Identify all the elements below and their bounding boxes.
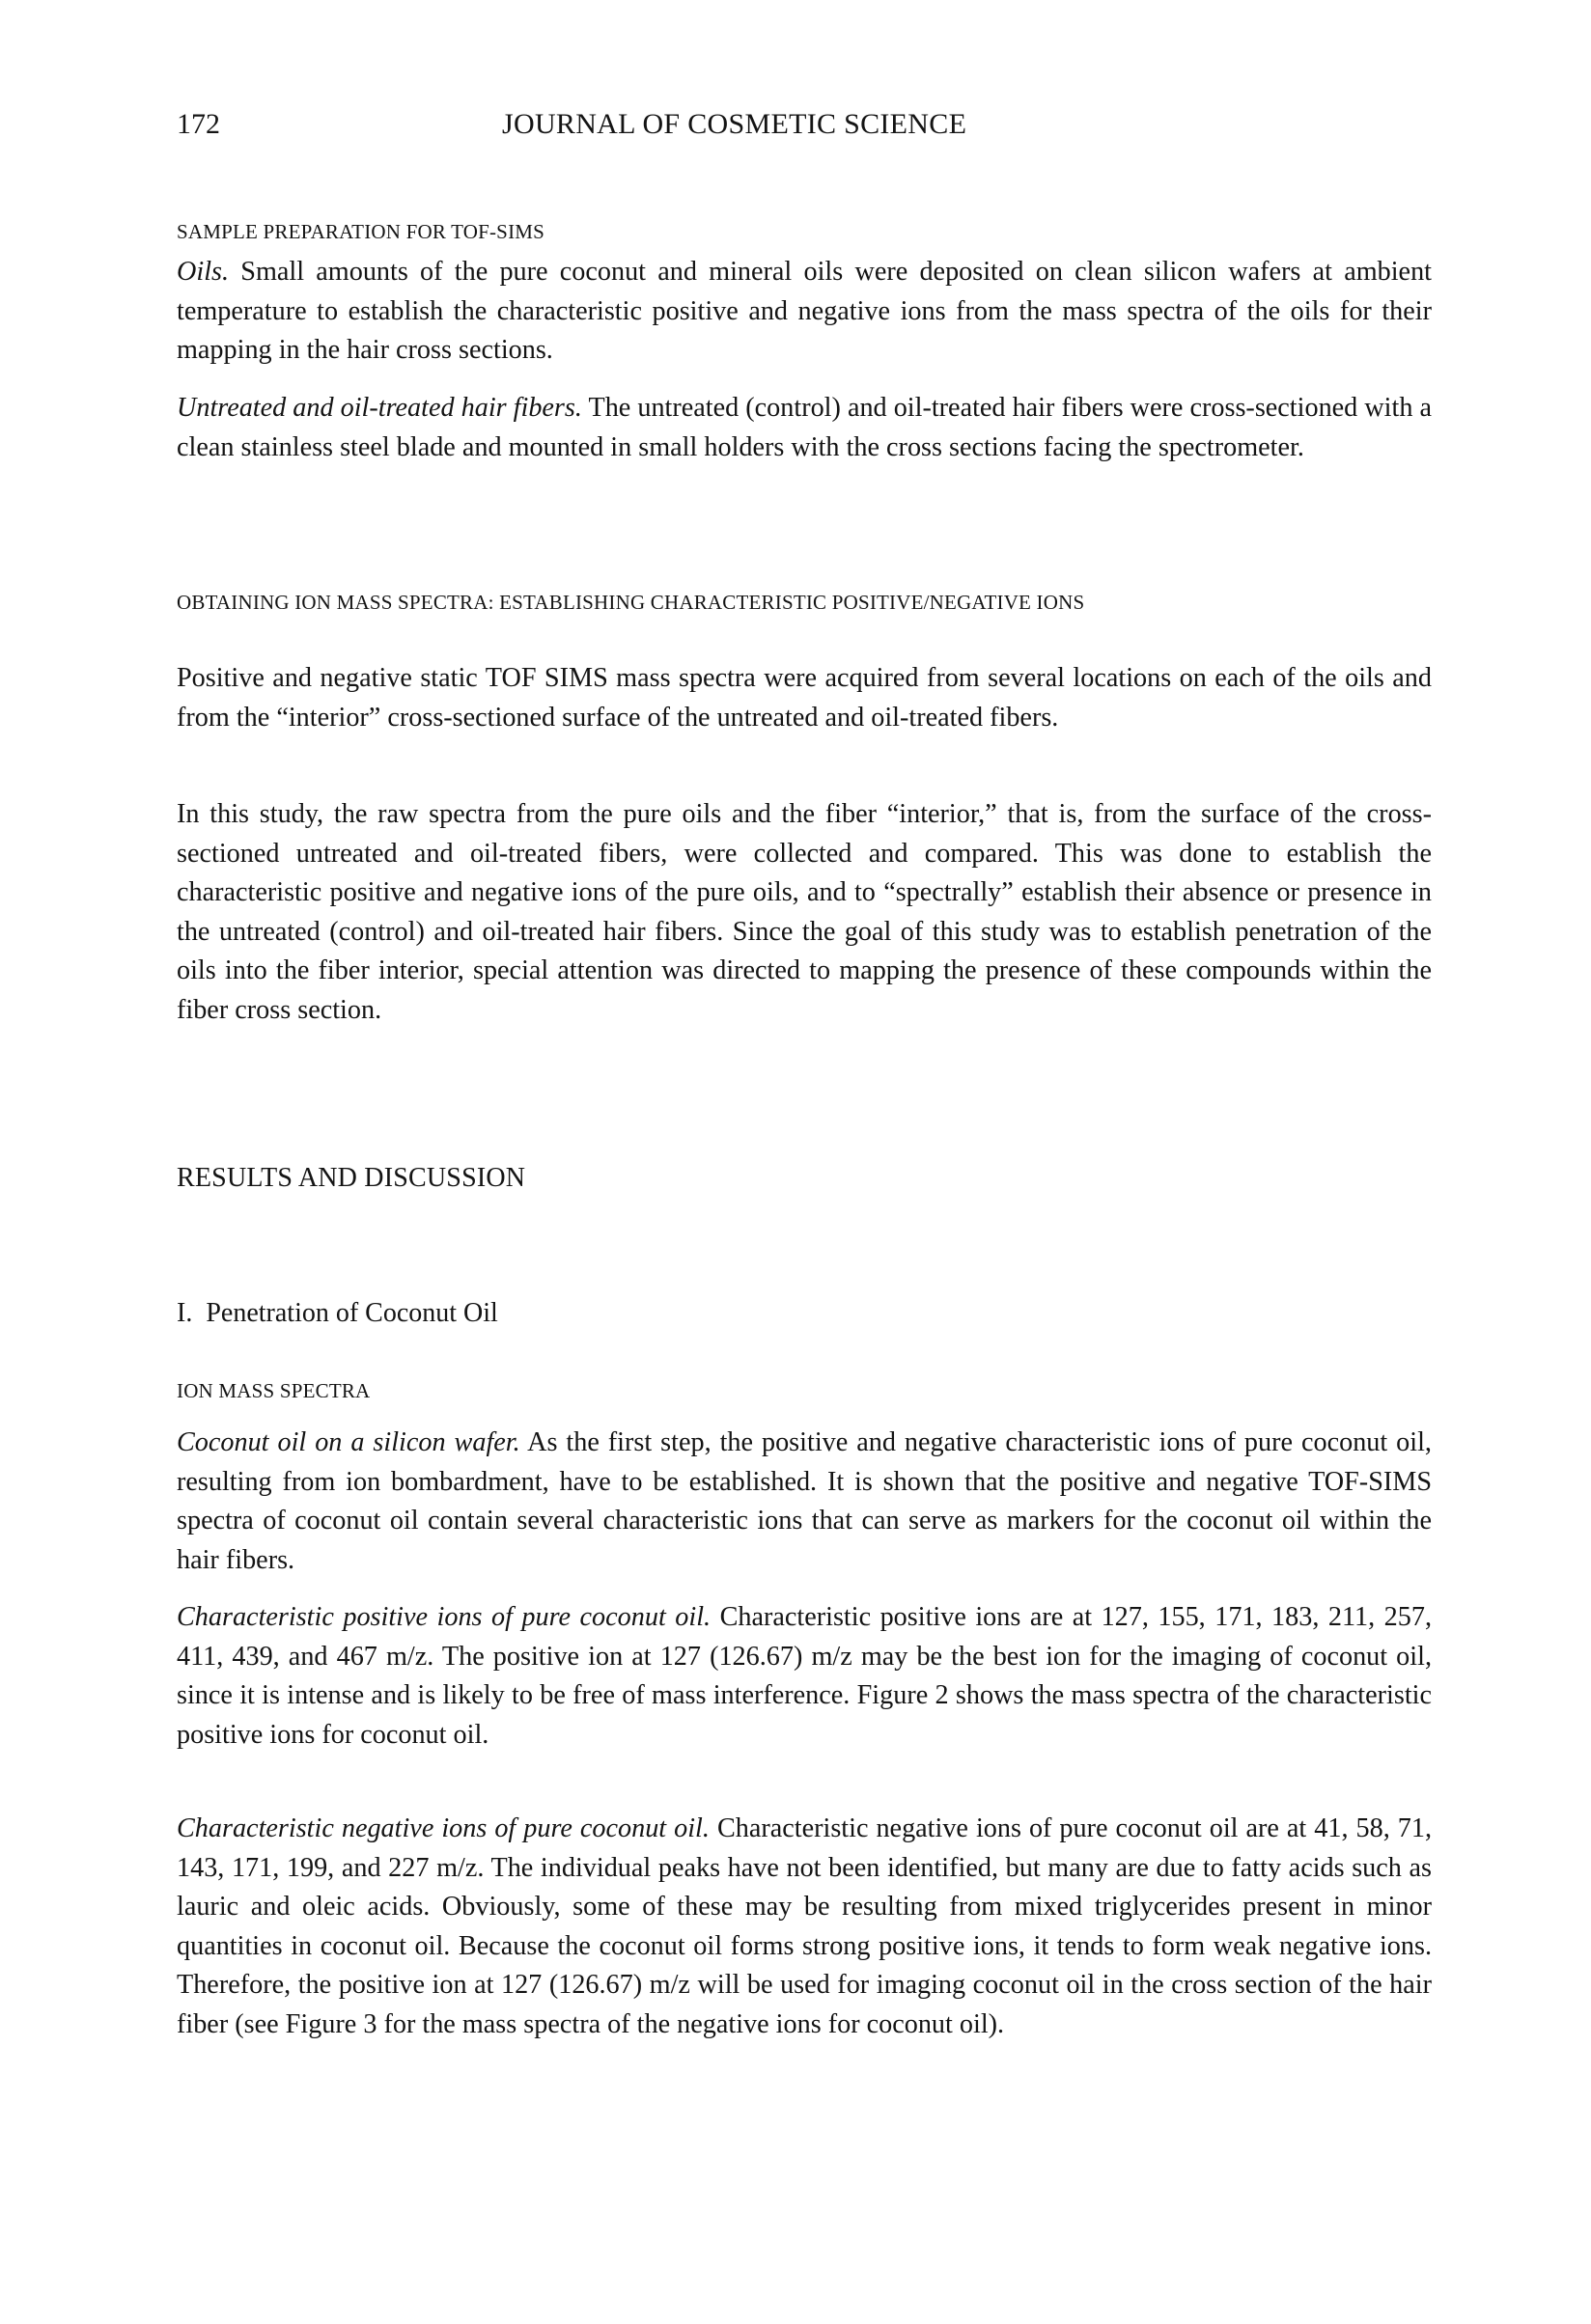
paragraph-text-fibers: The untreated (control) and oil-treated hair fibers were cross-sectioned with a clean stainless steel blade and mounted in small holders with the cross sections facing the spectrometer. (177, 393, 1432, 462)
paragraph-fibers (177, 389, 1432, 467)
paragraph-lead-negative-ions: Characteristic negative ions of pure coconut oil. (177, 1813, 710, 1843)
journal-title: JOURNAL OF COSMETIC SCIENCE (502, 108, 967, 140)
paragraph-negative-ions (177, 1810, 1432, 2045)
section-heading-results: RESULTS AND DISCUSSION (177, 1163, 526, 1193)
running-header (177, 108, 1432, 147)
paragraph-lead-coconut-wafer: Coconut oil on a silicon wafer. (177, 1427, 520, 1457)
page-number: 172 (177, 108, 220, 140)
subsection-heading-coconut: I. Penetration of Coconut Oil (177, 1298, 498, 1328)
paragraph-lead-positive-ions: Characteristic positive ions of pure coconut oil. (177, 1602, 712, 1632)
paragraph-text-negative-ions: Characteristic negative ions of pure coconut oil are at 41, 58, 71, 143, 171, 199, and 227 m/z. The individual peaks have not been identified, but many are due to fatty acids such as lauric and oleic acids. Obviously, some of these may be resulting from mixed triglycerides present in minor quantities in coconut oil. Because the coconut oil forms strong positive ions, it tends to form weak negative ions. Therefore, the positive ion at 127 (126.67) m/z will be used for imaging coconut oil in the cross section of the hair fiber (see Figure 3 for the mass spectra of the negative ions for coconut oil). (177, 1813, 1432, 2039)
paragraph-positive-ions (177, 1598, 1432, 1755)
paragraph-oils (177, 253, 1432, 371)
paragraph-coconut-wafer (177, 1424, 1432, 1580)
section-heading-obtaining: OBTAINING ION MASS SPECTRA: ESTABLISHING CHARACTERISTIC POSITIVE/NEGATIVE IONS (177, 591, 1085, 614)
paragraph-text-oils: Small amounts of the pure coconut and mineral oils were deposited on clean silicon wafers at ambient temperature to establish the characteristic positive and negative ions from the mass spectra of the oils for their mapping in the hair cross sections. (177, 257, 1432, 366)
paragraph-lead-oils: Oils. (177, 257, 230, 287)
paragraph-obtaining-1: Positive and negative static TOF SIMS mass spectra were acquired from several locations on each of the oils and from the “interior” cross-sectioned surface of the untreated and oil-treated fibers. (177, 663, 1432, 733)
paragraph-lead-fibers: Untreated and oil-treated hair fibers. (177, 393, 582, 423)
subsection-heading-ion-mass-spectra: ION MASS SPECTRA (177, 1379, 371, 1402)
section-heading-sample-prep: SAMPLE PREPARATION FOR TOF-SIMS (177, 220, 545, 243)
paragraph-obtaining-2: In this study, the raw spectra from the pure oils and the fiber “interior,” that is, from the surface of the cross-sectioned untreated and oil-treated fibers, were collected and compared. This was done to establish the characteristic positive and negative ions of the pure oils, and to “spectrally” establish their absence or presence in the untreated (control) and oil-treated hair fibers. Since the goal of this study was to establish penetration of the oils into the fiber interior, special attention was directed to mapping the presence of these compounds within the fiber cross section. (177, 799, 1432, 1025)
paragraph-text-positive-ions: Characteristic positive ions are at 127, 155, 171, 183, 211, 257, 411, 439, and 467 m/z. The positive ion at 127 (126.67) m/z may be the best ion for the imaging of coconut oil, since it is intense and is likely to be free of mass interference. Figure 2 shows the mass spectra of the characteristic positive ions for coconut oil. (177, 1602, 1432, 1750)
paragraph-text-coconut-wafer: As the first step, the positive and negative characteristic ions of pure coconut oil, resulting from ion bombardment, have to be established. It is shown that the positive and negative TOF-SIMS spectra of coconut oil contain several characteristic ions that can serve as markers for the coconut oil within the hair fibers. (177, 1427, 1432, 1575)
